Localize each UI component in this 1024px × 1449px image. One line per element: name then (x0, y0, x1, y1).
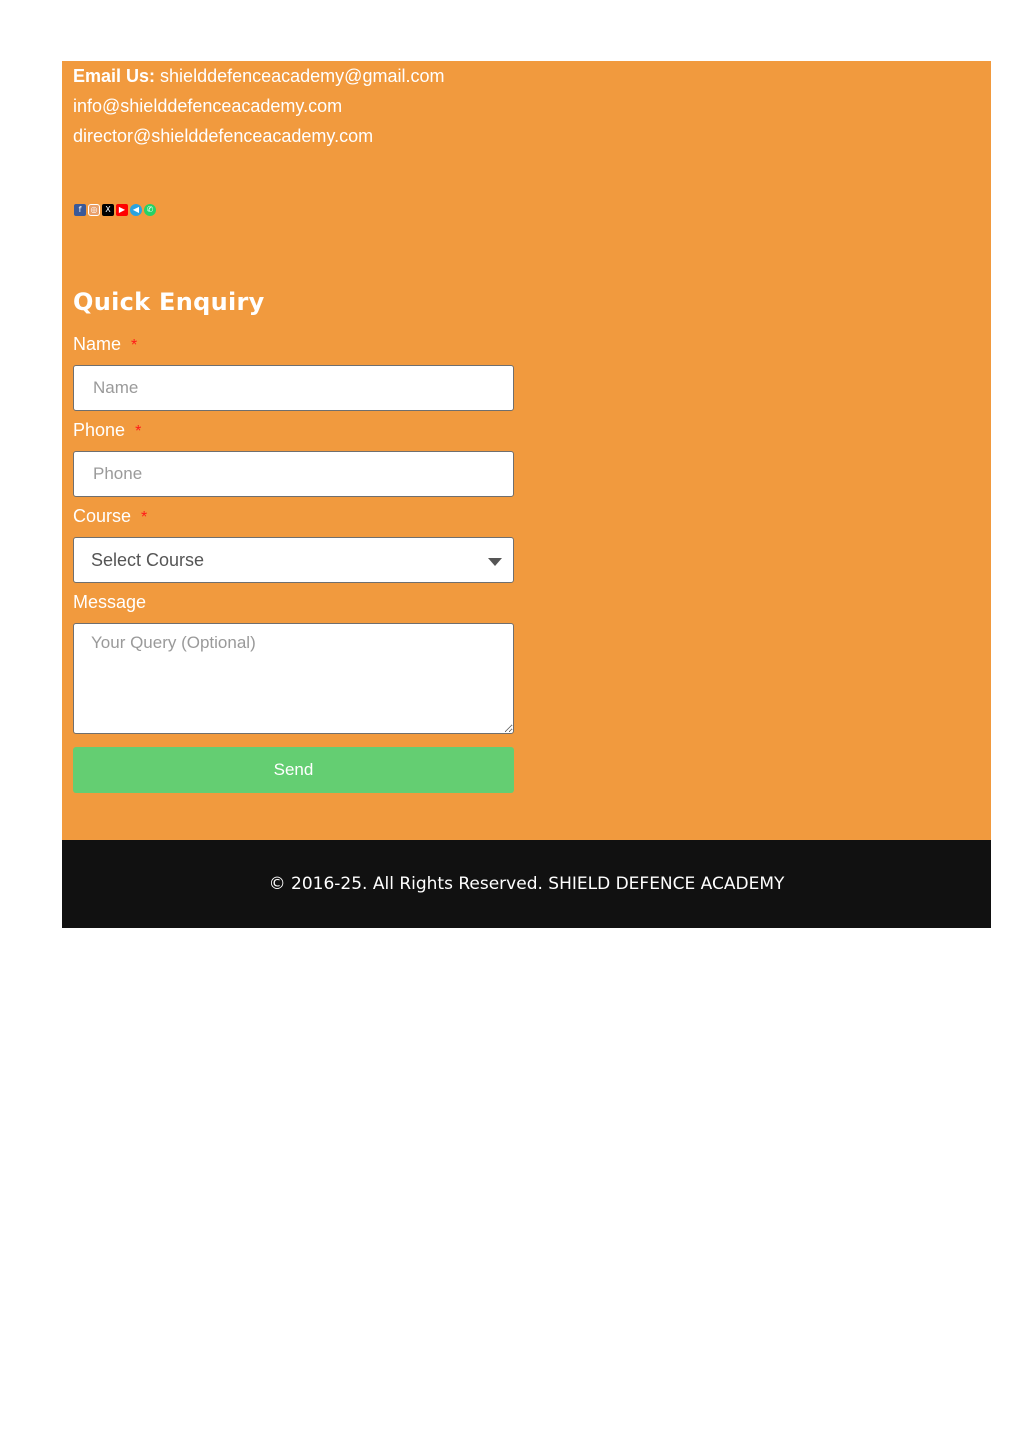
required-mark: * (135, 423, 142, 440)
email-row (73, 61, 444, 91)
phone-input[interactable] (73, 451, 514, 497)
email-link-gmail[interactable]: shielddefenceacademy@gmail.com (160, 66, 445, 86)
email-row-director (73, 121, 444, 151)
email-link-info[interactable]: info@shielddefenceacademy.com (73, 96, 343, 116)
chevron-down-icon (488, 558, 502, 566)
contact-info (73, 61, 444, 151)
youtube-icon[interactable]: ▶ (116, 204, 128, 216)
required-mark: * (131, 337, 138, 354)
facebook-icon[interactable]: f (74, 204, 86, 216)
name-label-text: Name (73, 334, 122, 354)
contact-enquiry-section (62, 61, 991, 840)
message-label (73, 592, 146, 613)
footer-copyright: © 2016-25. All Rights Reserved. SHIELD DEFENCE ACADEMY (268, 874, 785, 894)
whatsapp-icon[interactable]: ✆ (144, 204, 156, 216)
name-label (73, 334, 137, 355)
course-select[interactable] (73, 537, 514, 583)
course-label-text: Course (73, 506, 132, 526)
x-icon[interactable]: X (102, 204, 114, 216)
message-label-text: Message (73, 592, 147, 612)
instagram-icon[interactable]: ◎ (88, 204, 100, 216)
email-link-director[interactable]: director@shielddefenceacademy.com (73, 126, 374, 146)
required-mark: * (141, 509, 148, 526)
social-links (74, 204, 156, 216)
course-label (73, 506, 147, 527)
phone-label (73, 420, 141, 441)
email-row-info (73, 91, 444, 121)
send-button[interactable]: Send (73, 747, 514, 793)
telegram-icon[interactable]: ◀ (130, 204, 142, 216)
message-textarea[interactable] (73, 623, 514, 734)
email-label: Email Us: (73, 66, 156, 86)
name-input[interactable] (73, 365, 514, 411)
enquiry-title: Quick Enquiry (73, 288, 265, 316)
footer (62, 840, 991, 928)
course-selected-value: Select Course (91, 550, 205, 570)
phone-label-text: Phone (73, 420, 126, 440)
